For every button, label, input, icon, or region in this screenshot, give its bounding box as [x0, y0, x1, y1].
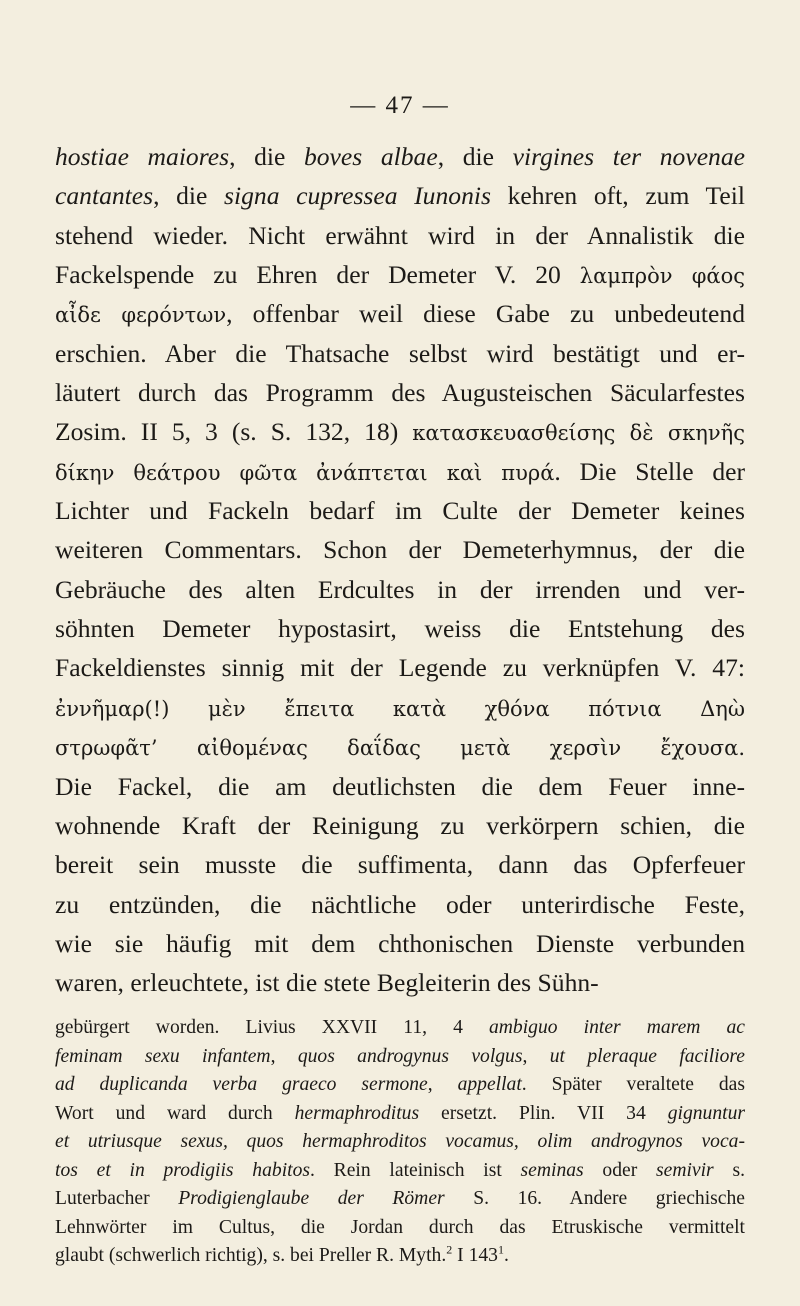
italic-text: virgines ter novenae: [512, 142, 746, 171]
text-segment: stehend wieder. Nicht erwähnt wird in der Annalistik die: [55, 220, 745, 250]
text-segment: ersetzt. Plin. VII 34: [419, 1102, 668, 1124]
body-line: [55, 294, 745, 333]
body-line: [55, 688, 745, 727]
body-line: [55, 373, 745, 412]
text-segment: ,: [270, 1045, 298, 1067]
italic-text: appellat: [457, 1074, 522, 1095]
footnote-line: [55, 1185, 745, 1214]
text-segment: Lichter und Fackeln bedarf im Culte der Demeter keines: [55, 496, 745, 526]
body-line: [55, 176, 745, 215]
italic-text: hermaphroditus: [294, 1102, 420, 1124]
italic-text: ut pleraque faciliore: [549, 1045, 745, 1067]
text-segment: .: [503, 1245, 509, 1266]
main-text: [55, 137, 745, 1003]
italic-text: seminas: [520, 1159, 584, 1181]
body-line: [55, 334, 745, 373]
italic-text: quos androgynus volgus: [297, 1045, 523, 1067]
body-line: [55, 806, 745, 845]
body-line: [55, 885, 745, 924]
italic-text: et utriusque sexus, quos hermaphroditos vocamus, olim androgynos voca-: [55, 1131, 745, 1152]
footnote-line: [55, 1214, 745, 1243]
italic-text: feminam sexu infantem: [55, 1045, 271, 1067]
footnote-line: [55, 1043, 745, 1072]
text-segment: . Später veraltete das: [521, 1074, 745, 1095]
text-segment: 1: [497, 1242, 504, 1257]
body-line: [55, 255, 745, 294]
body-line: [55, 452, 745, 491]
text-segment: bereit sein musste die suffimenta, dann das Opferfeuer: [55, 850, 745, 880]
greek-text: αἶδε φερόντων: [55, 303, 227, 328]
text-segment: wie sie häufig mit dem chthonischen Dienste verbunden: [55, 928, 745, 958]
footnote-line: [55, 1071, 745, 1100]
text-segment: S. 16. Andere griechische: [444, 1188, 745, 1209]
text-segment: Gebräuche des alten Erdcultes in der irrenden und ver-: [55, 574, 745, 604]
footnote: [55, 1014, 745, 1271]
footnote-line: [55, 1100, 745, 1129]
greek-text: κατασκευασθείσης δὲ σκηνῆς: [412, 421, 746, 446]
text-segment: erschien. Aber die Thatsache selbst wird bestätigt und er-: [55, 338, 745, 368]
italic-text: ad duplicanda verba graeco sermone: [55, 1074, 428, 1095]
italic-text: tos et in prodigiis habitos: [55, 1159, 311, 1181]
body-line: [55, 727, 745, 766]
text-segment: glaubt (schwerlich richtig), s. bei Preller R. Myth.: [55, 1245, 447, 1266]
italic-text: gignuntur: [667, 1102, 745, 1124]
greek-text: δίκην θεάτρου φῶτα ἀνάπτεται καὶ πυρά: [55, 460, 555, 485]
text-segment: Fackeldienstes sinnig mit der Legende zu verknüpfen V. 47:: [55, 653, 745, 683]
greek-text: στρωφᾶτ’ αἰθομένας δαΐδας μετὰ χερσὶν ἔχουσα.: [55, 736, 745, 761]
footnote-line: [55, 1242, 745, 1271]
body-line: [55, 609, 745, 648]
greek-text: ἐννῆμαρ(!) μὲν ἔπειτα κατὰ χθόνα πότνια Δηὼ: [55, 696, 745, 721]
text-segment: s.: [713, 1159, 745, 1181]
italic-text: cantantes: [55, 181, 154, 211]
text-segment: , offenbar weil diese Gabe zu unbedeutend: [226, 299, 745, 329]
text-segment: Die Fackel, die am deutlichsten die dem Feuer inne-: [55, 771, 745, 801]
body-line: [55, 845, 745, 884]
text-segment: oder: [583, 1159, 656, 1181]
text-segment: . Die Stelle der: [554, 456, 745, 486]
text-segment: , die: [153, 181, 225, 211]
body-line: [55, 530, 745, 569]
body-line: [55, 924, 745, 963]
page-number: — 47 —: [350, 92, 450, 119]
italic-text: Prodigienglaube der Römer: [178, 1188, 445, 1209]
text-segment: Fackelspende zu Ehren der Demeter V. 20: [55, 260, 580, 290]
text-segment: Luterbacher: [55, 1188, 179, 1209]
body-line: [55, 648, 745, 687]
greek-text: λαμπρὸν φάος: [579, 264, 746, 289]
text-segment: weiteren Commentars. Schon der Demeterhymnus, der die: [55, 535, 745, 565]
footnote-line: [55, 1157, 745, 1186]
text-segment: Zosim. II 5, 3 (s. S. 132, 18): [55, 417, 413, 447]
footnote-line: [55, 1128, 745, 1157]
text-segment: zu entzünden, die nächtliche oder unterirdische Feste,: [55, 889, 745, 919]
text-segment: Wort und ward durch: [55, 1102, 295, 1124]
italic-text: ambiguo inter marem ac: [488, 1017, 745, 1038]
text-segment: , die: [437, 142, 513, 171]
italic-text: semivir: [656, 1159, 714, 1181]
body-line: [55, 412, 745, 451]
italic-text: boves albae: [303, 142, 438, 171]
italic-text: signa cupressea Iunonis: [224, 181, 491, 211]
body-line: [55, 570, 745, 609]
text-segment: wohnende Kraft der Reinigung zu verkörpern schien, die: [55, 810, 745, 840]
body-line: [55, 216, 745, 255]
text-segment: gebürgert worden. Livius XXVII 11, 4: [55, 1017, 489, 1038]
text-segment: Lehnwörter im Cultus, die Jordan durch das Etruskische vermittelt: [55, 1216, 745, 1238]
text-segment: waren, erleuchtete, ist die stete Begleiterin des Sühn-: [55, 968, 599, 998]
text-segment: 2: [446, 1242, 453, 1257]
italic-text: hostiae maiores: [55, 142, 230, 171]
body-line: [55, 767, 745, 806]
text-segment: , die: [229, 142, 304, 171]
text-segment: kehren oft, zum Teil: [490, 181, 745, 211]
text-segment: ,: [522, 1045, 550, 1067]
body-line: [55, 963, 745, 1002]
body-line: [55, 491, 745, 530]
text-segment: . Rein lateinisch ist: [310, 1159, 521, 1181]
text-segment: söhnten Demeter hypostasirt, weiss die Entstehung des: [55, 614, 745, 644]
text-segment: läutert durch das Programm des Augusteischen Säcularfestes: [55, 378, 745, 408]
text-segment: I 143: [452, 1245, 498, 1266]
body-line: [55, 137, 745, 176]
text-segment: ,: [427, 1074, 458, 1095]
footnote-line: [55, 1014, 745, 1043]
